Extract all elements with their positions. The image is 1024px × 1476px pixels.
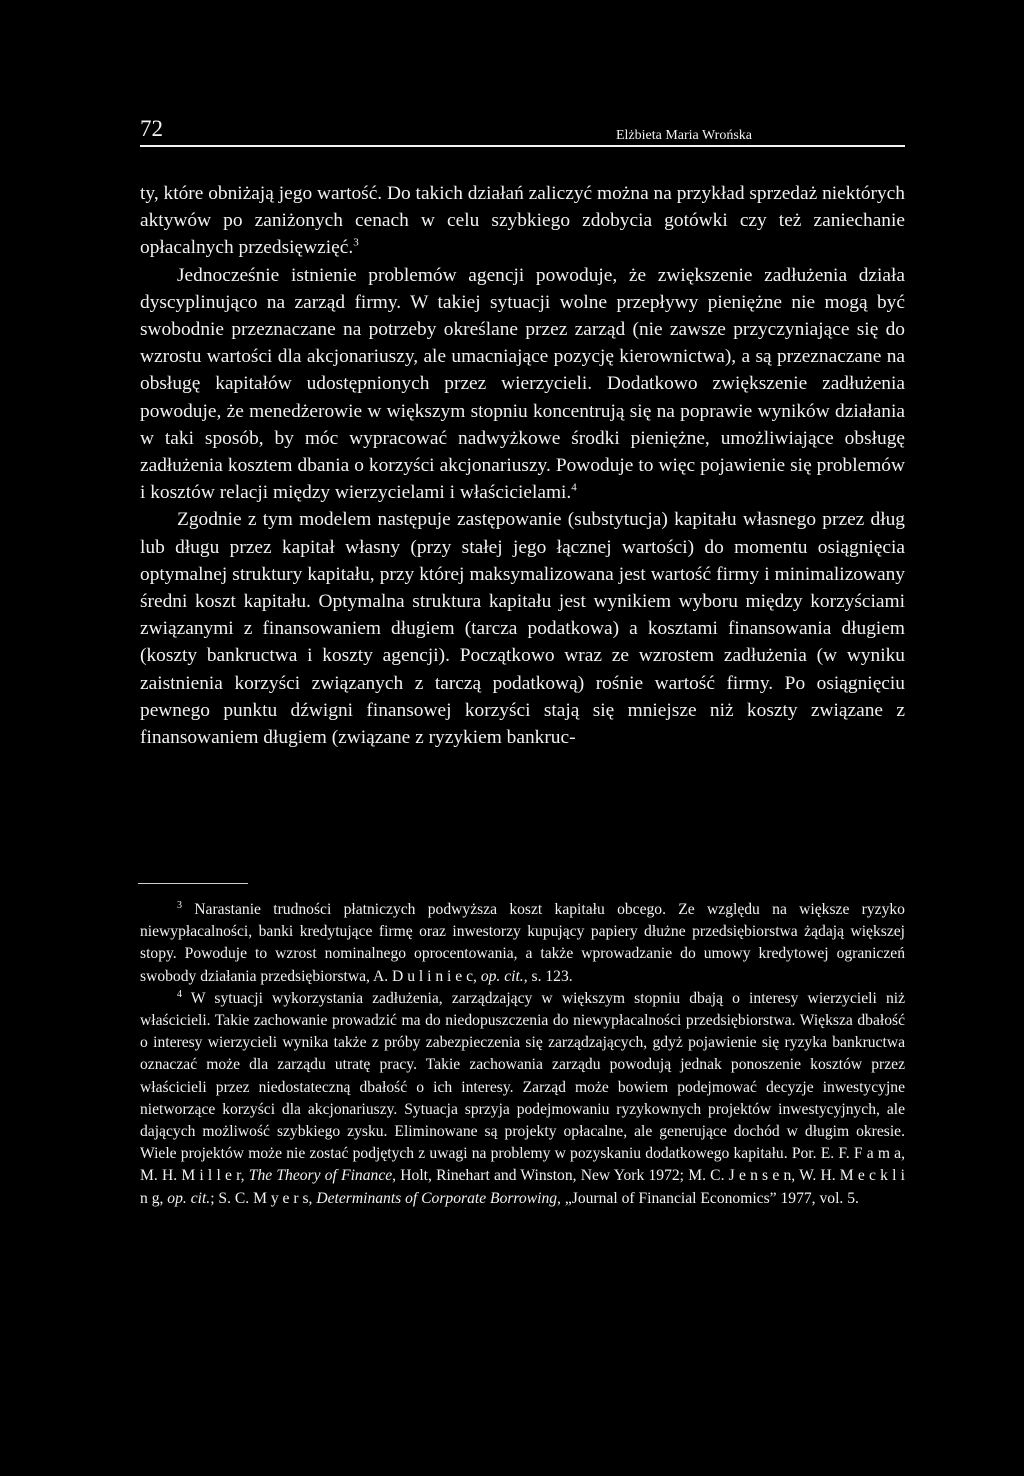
footnote-ref-3: 3 bbox=[353, 236, 359, 249]
footnote-4-mid-2: ; S. C. M y e r s, bbox=[210, 1189, 313, 1207]
footnote-3-text: Narastanie trudności płatniczych podwyższa koszt kapitału obcego. Ze względu na większe ryzyko niewypłacalności, banki kredytujące firmę oraz inwestorzy kupujący papiery dłużne przedsiębiorstwa żądają większej stopy. Powoduje to wzrost nominalnego oprocentowania, a także wprowadzanie do umowy kredytowej ograniczeń swobody działania przedsiębiorstwa, A. D u l i n i e c, bbox=[140, 901, 905, 985]
paragraph-2-text: Jednocześnie istnienie problemów agencji powoduje, że zwiększenie zadłużenia działa dyscyplinująco na zarząd firmy. W takiej sytuacji wolne przepływy pieniężne nie mogą być swobodnie przeznaczane na potrzeby określane przez zarząd (nie zawsze przyczyniające się do wzrostu wartości dla akcjonariuszy, ale umacniające pozycję kierownictwa), a są przeznaczane na obsługę kapitałów udostępnionych przez wierzycieli. Dodatkowo zwiększenie zadłużenia powoduje, że menedżerowie w większym stopniu koncentrują się na poprawie wyników działania w taki sposób, by móc wypracować nadwyżkowe środki pieniężne, umożliwiające obsługę zadłużenia kosztem dbania o korzyści akcjonariuszy. Powoduje to więc pojawienie się problemów i kosztów relacji między wierzycielami i właścicielami. bbox=[140, 264, 905, 504]
header-rule bbox=[140, 145, 905, 147]
paragraph-3 bbox=[140, 506, 905, 751]
footnote-3-end: , s. 123. bbox=[523, 967, 573, 985]
footnote-4-title-1: The Theory of Finance bbox=[248, 1167, 393, 1185]
footnote-4-title-2: Determinants of Corporate Borrowing bbox=[316, 1189, 558, 1207]
running-head-author: Elżbieta Maria Wrońska bbox=[615, 128, 752, 143]
paragraph-1 bbox=[140, 180, 905, 262]
footnote-4-text: W sytuacji wykorzystania zadłużenia, zarządzający w większym stopniu dbają o interesy wierzycieli niż właścicieli. Takie zachowanie prowadzić ma do niedopuszczenia do niewypłacalności przedsiębiorstwa. Większa dbałość o interesy wierzycieli wynika także z próby zabezpieczenia się zarządzających, gdyż pojawienie się ryzyka bankructwa oznaczać może dla zarządu utratę pracy. Takie zachowania zarządu powodują jednak ponoszenie kosztów przez właścicieli przez niedostateczną dbałość o ich interesy. Zarząd może bowiem podejmować decyzje inwestycyjne nietworzące korzyści dla akcjonariuszy. Sytuacja sprzyja podejmowaniu ryzykownych projektów inwestycyjnych, ale dających możliwość szybkiego zysku. Eliminowane są projekty opłacalne, ale generujące dochód w długim okresie. Wiele projektów może nie zostać podjętych z uwagi na problemy w pozyskaniu dodatkowego kapitału. Por. E. F. F a m a, M. H. M i l l e r, bbox=[140, 989, 906, 1185]
footnote-4-mark: 4 bbox=[177, 988, 182, 1000]
paragraph-1-text: ty, które obniżają jego wartość. Do takich działań zaliczyć można na przykład sprzedaż niektórych aktywów po zaniżonych cenach w celu szybkiego zdobycia gotówki czy też zaniechanie opłacalnych przedsięwzięć. bbox=[140, 183, 905, 259]
footnote-3 bbox=[140, 899, 905, 988]
footnote-separator bbox=[138, 883, 248, 884]
paragraph-2 bbox=[140, 262, 905, 507]
footnote-4-mid-1: , Holt, Rinehart and Winston, New York 1972; M. C. J e n s e n, W. H. M e c k l i n g, bbox=[140, 1167, 905, 1207]
paragraph-3-text: Zgodnie z tym modelem następuje zastępowanie (substytucja) kapitału własnego przez dług lub długu przez kapitał własny (przy stałej jego łącznej wartości) do momentu osiągnięcia optymalnej struktury kapitału, przy której maksymalizowana jest wartość firmy i minimalizowany średni koszt kapitału. Optymalna struktura kapitału jest wynikiem wyboru między korzyściami związanymi z finansowaniem długiem (tarcza podatkowa) a kosztami finansowania długiem (koszty bankructwa i koszty agencji). Początkowo wraz ze wzrostem zadłużenia (w wyniku zaistnienia korzyści związanych z tarczą podatkową) rośnie wartość firmy. Po osiągnięciu pewnego punktu dźwigni finansowej korzyści stają się mniejsze niż koszty związane z finansowaniem długiem (związane z ryzykiem bankruc- bbox=[140, 509, 905, 749]
main-text bbox=[140, 180, 905, 751]
footnote-4-end: , „Journal of Financial Economics” 1977, vol. 5. bbox=[557, 1189, 859, 1207]
footnote-4-citation: op. cit. bbox=[167, 1189, 211, 1207]
footnotes bbox=[140, 899, 905, 1210]
footnote-3-citation: op. cit. bbox=[480, 967, 524, 985]
page-number: 72 bbox=[140, 116, 163, 141]
footnote-3-mark: 3 bbox=[177, 899, 182, 911]
footnote-ref-4: 4 bbox=[571, 481, 577, 494]
footnote-4 bbox=[140, 988, 905, 1210]
running-head bbox=[140, 112, 905, 148]
